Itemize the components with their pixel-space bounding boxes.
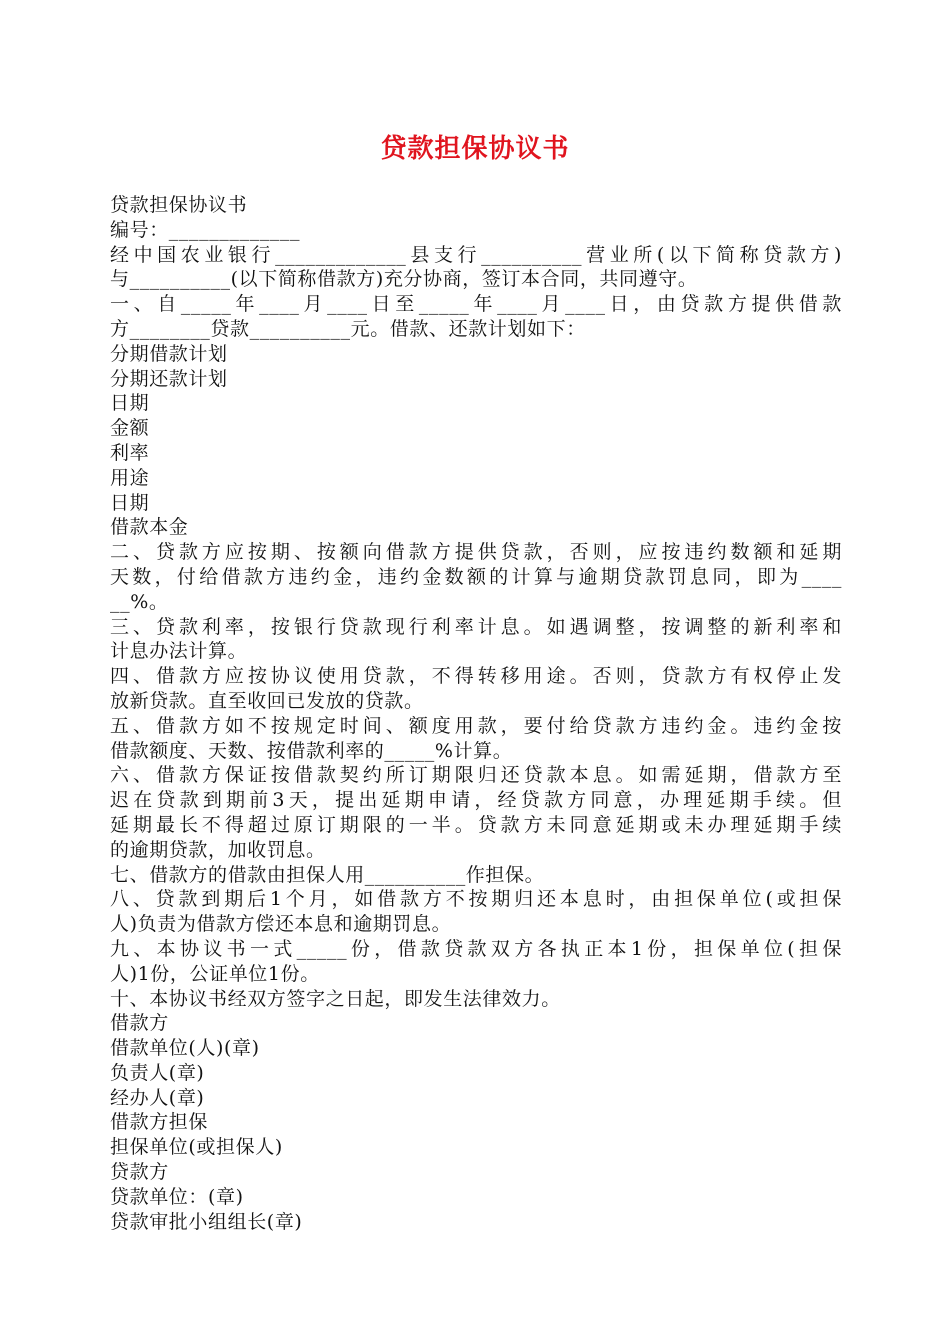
text-line: 五、借款方如不按规定时间、额度用款，要付给贷款方违约金。违约金按 [110,714,842,737]
text-line: 分期还款计划 [110,367,228,390]
text-line: 编号：_____________ [110,218,301,241]
text-line: 七、借款方的借款由担保人用__________作担保。 [110,863,545,886]
text-line: 方________贷款__________元。借款、还款计划如下： [110,317,586,340]
text-line: 利率 [110,441,150,464]
text-line: 九、本协议书一式_____份，借款贷款双方各执正本1份，担保单位(担保 [110,937,842,960]
text-line: 贷款单位：(章) [110,1185,244,1208]
text-line: 借款单位(人)(章) [110,1037,260,1060]
text-line: 天数，付给借款方违约金，违约金数额的计算与逾期贷款罚息同，即为____ [110,565,842,588]
text-line: 与__________(以下简称借款方)充分协商，签订本合同，共同遵守。 [110,268,698,291]
text-line: 日期 [110,392,150,415]
text-line: 四、借款方应按协议使用贷款，不得转移用途。否则，贷款方有权停止发 [110,665,842,688]
text-line: 借款本金 [110,516,189,539]
document-title: 贷款担保协议书 [380,134,570,164]
text-line: 借款额度、天数、按借款利率的_____%计算。 [110,739,513,762]
text-line: 日期 [110,491,150,514]
text-line: 放新贷款。直至收回已发放的贷款。 [110,689,424,712]
text-line: 贷款审批小组组长(章) [110,1210,303,1233]
text-line: 借款方 [110,1012,169,1035]
text-line: 借款方担保 [110,1111,209,1134]
text-line: 金额 [110,417,150,440]
text-line: 人)负责为借款方偿还本息和逾期罚息。 [110,913,452,936]
text-line: 人)1份，公证单位1份。 [110,962,320,985]
text-line: 计息办法计算。 [110,640,248,663]
text-line: 的逾期贷款，加收罚息。 [110,838,326,861]
text-line: 迟在贷款到期前3天，提出延期申请，经贷款方同意，办理延期手续。但 [110,789,842,812]
text-line: 十、本协议书经双方签字之日起，即发生法律效力。 [110,987,561,1010]
text-line: 负责人(章) [110,1061,205,1084]
text-line: 二、贷款方应按期、按额向借款方提供贷款，否则，应按违约数额和延期 [110,541,842,564]
text-line: 八、贷款到期后1个月，如借款方不按期归还本息时，由担保单位(或担保 [110,888,842,911]
text-line: 延期最长不得超过原订期限的一半。贷款方未同意延期或未办理延期手续 [110,813,842,836]
text-line: 贷款方 [110,1161,169,1184]
text-line: __%。 [110,590,169,613]
text-line: 经办人(章) [110,1086,205,1109]
document-body [110,193,842,1234]
text-line: 三、贷款利率，按银行贷款现行利率计息。如遇调整，按调整的新利率和 [110,615,842,638]
text-line: 六、借款方保证按借款契约所订期限归还贷款本息。如需延期，借款方至 [110,764,842,787]
text-line: 用途 [110,466,150,489]
text-line: 经中国农业银行_____________县支行__________营业所(以下简称贷款方) [110,243,842,266]
text-line: 一、自_____年____月____日至_____年____月____日，由贷款方提供借款 [110,293,842,316]
text-line: 贷款担保协议书 [110,194,248,216]
text-line: 分期借款计划 [110,342,228,365]
text-line: 担保单位(或担保人) [110,1136,283,1159]
